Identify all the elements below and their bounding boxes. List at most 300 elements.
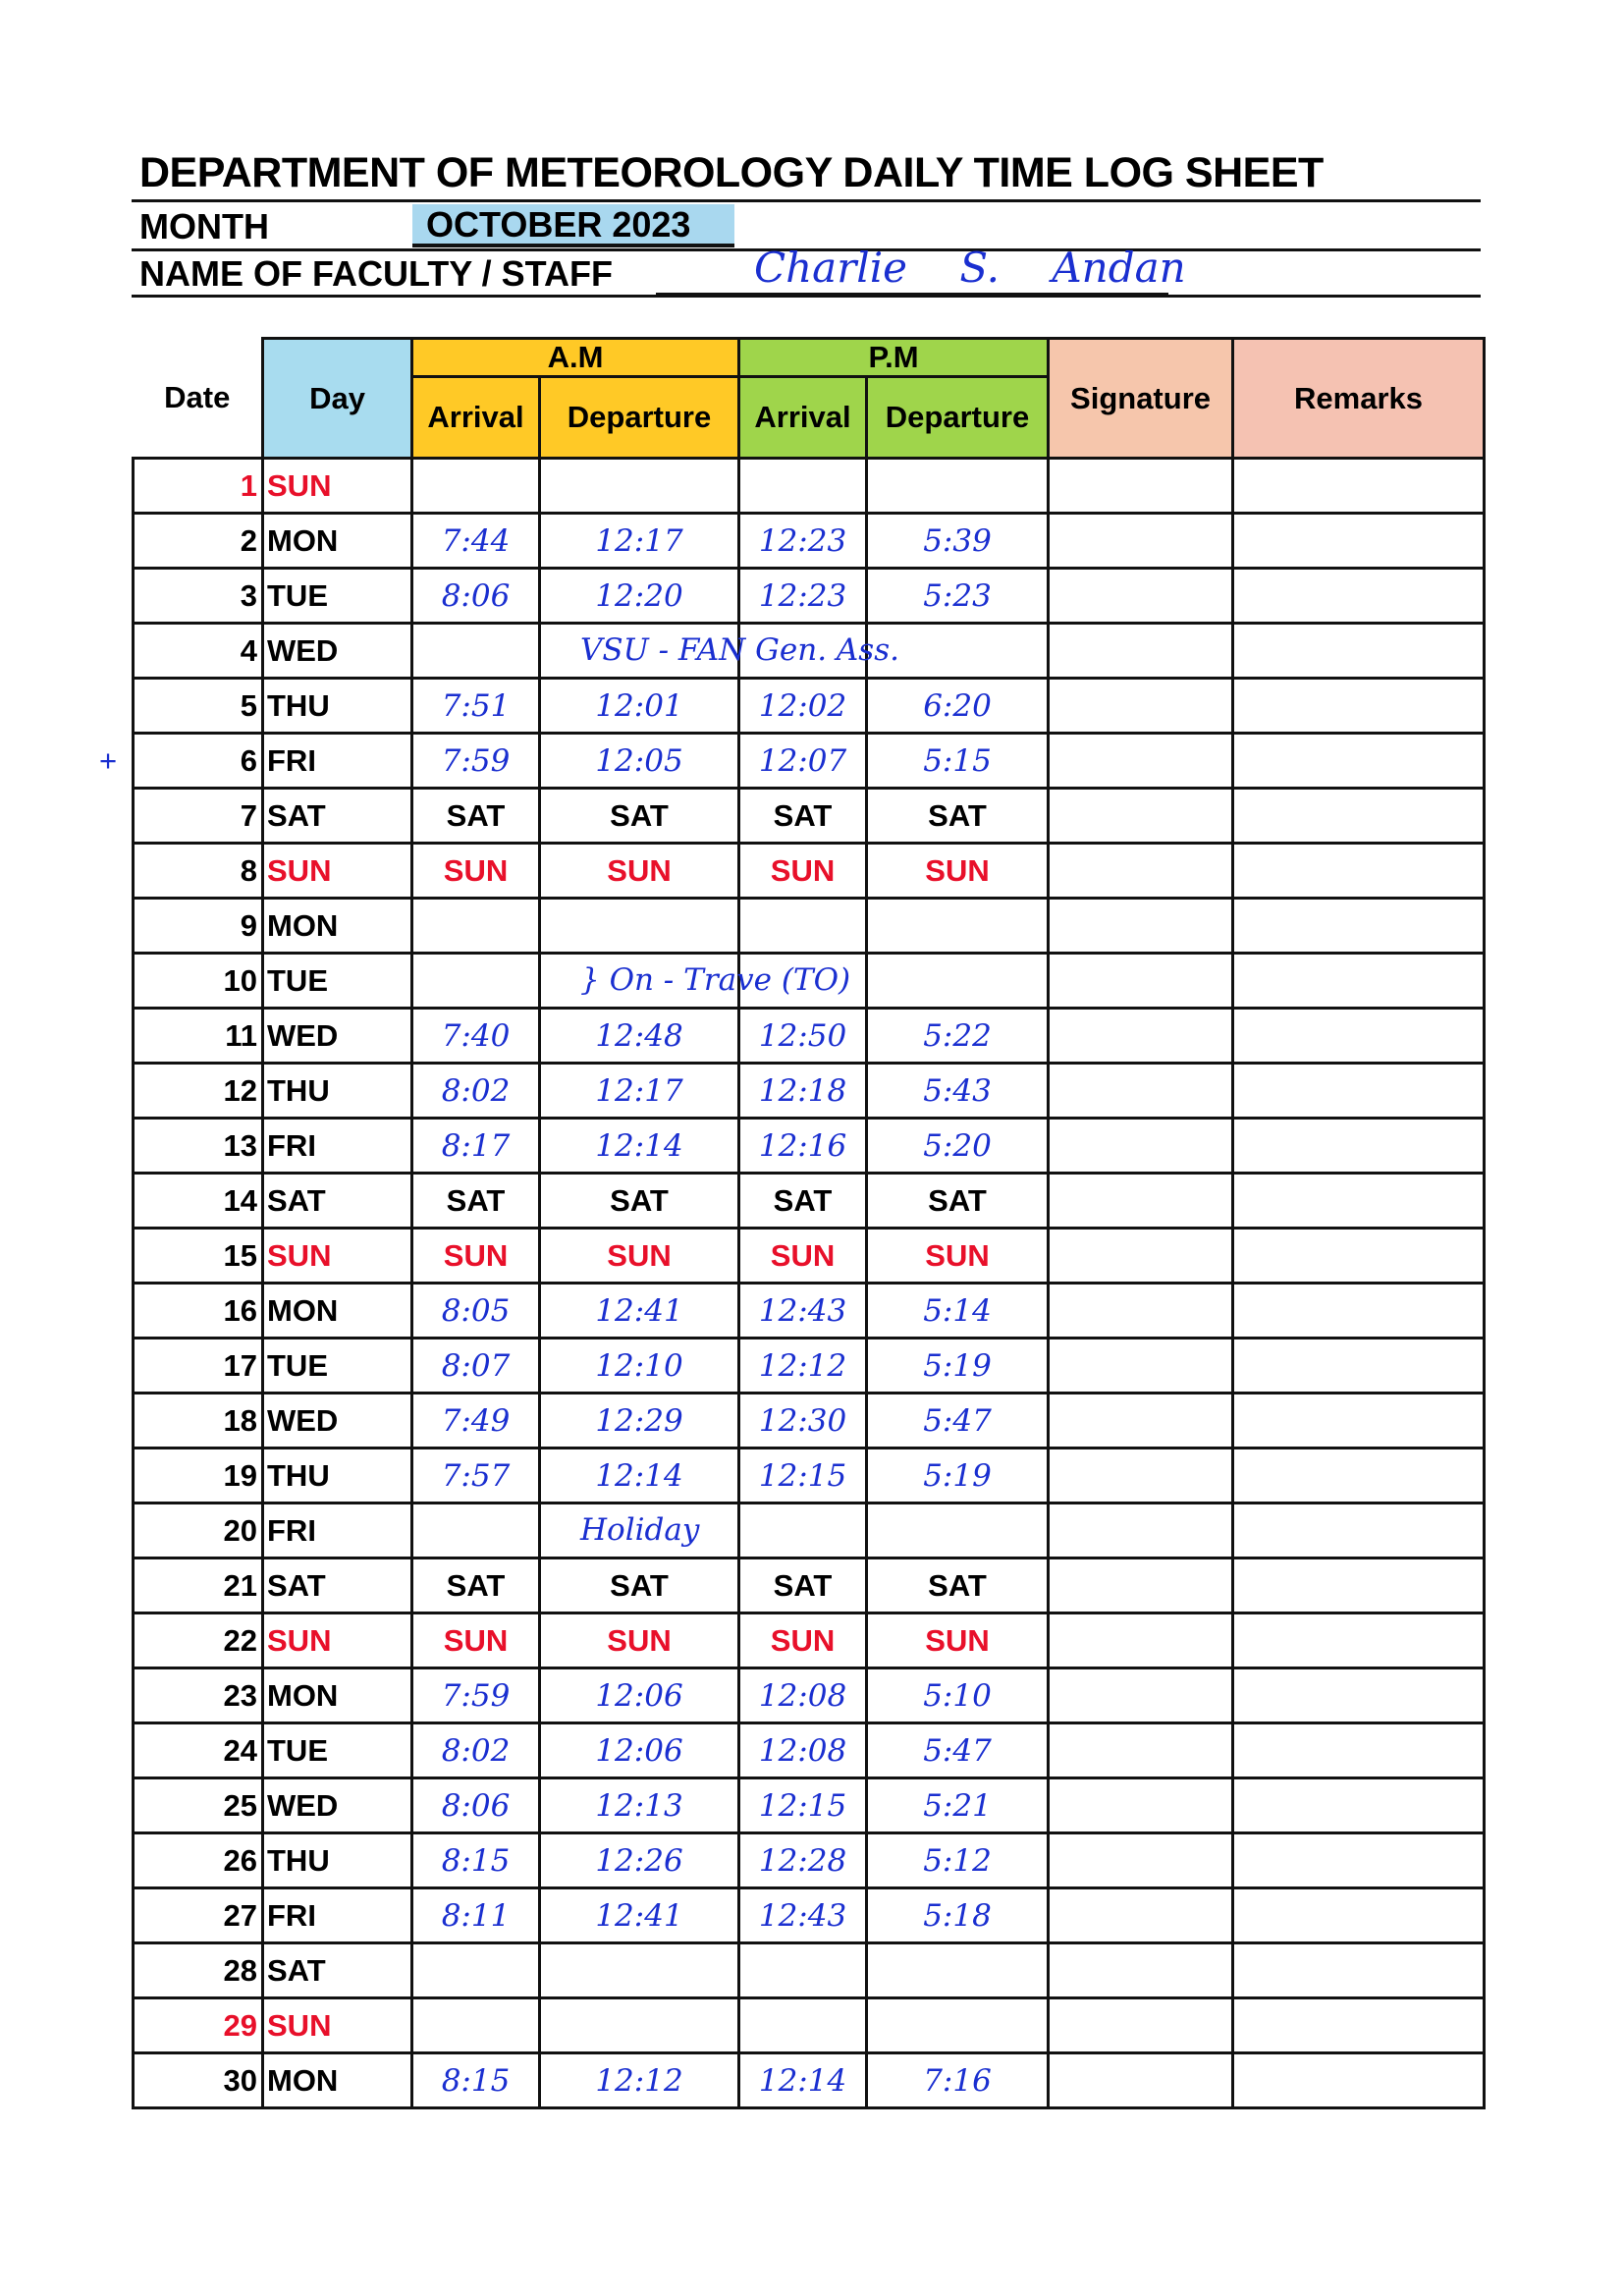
table-row	[134, 1833, 1485, 1888]
pm-arrival-cell[interactable]	[739, 1229, 867, 1284]
am-arrival-cell[interactable]	[412, 679, 540, 734]
remarks-cell[interactable]	[1233, 514, 1485, 569]
header-remarks: Remarks	[1233, 339, 1485, 459]
remarks-cell[interactable]	[1233, 1998, 1485, 2053]
am-departure-value: 12:14	[595, 1457, 683, 1494]
pm-departure-value: SUN	[925, 1237, 990, 1273]
date-cell	[134, 1668, 263, 1723]
signature-cell[interactable]	[1049, 1778, 1233, 1833]
signature-cell[interactable]	[1049, 1394, 1233, 1449]
remarks-cell[interactable]	[1233, 1394, 1485, 1449]
signature-cell[interactable]	[1049, 1998, 1233, 2053]
day-cell: SAT	[263, 1174, 412, 1229]
pm-departure-value: 5:10	[923, 1677, 992, 1714]
day-cell: MON	[263, 514, 412, 569]
table-row	[134, 1668, 1485, 1723]
header-am-departure: Departure	[540, 377, 739, 459]
date-number: 15	[223, 1237, 257, 1273]
date-number: 29	[223, 2007, 257, 2043]
remarks-cell[interactable]	[1233, 2053, 1485, 2108]
pm-departure-cell[interactable]	[867, 1339, 1049, 1394]
signature-cell[interactable]	[1049, 1723, 1233, 1778]
signature-cell[interactable]	[1049, 734, 1233, 789]
table-row	[134, 734, 1485, 789]
am-departure-cell[interactable]	[540, 899, 739, 954]
date-number: 8	[240, 852, 257, 888]
am-departure-cell[interactable]	[540, 1503, 739, 1558]
signature-cell[interactable]	[1049, 624, 1233, 679]
table-row	[134, 624, 1485, 679]
date-cell	[134, 1064, 263, 1119]
am-arrival-value: 7:49	[441, 1402, 511, 1439]
am-arrival-cell[interactable]	[412, 789, 540, 844]
pm-departure-cell[interactable]	[867, 1119, 1049, 1174]
am-departure-value: 12:12	[595, 2062, 683, 2099]
pm-arrival-value: 12:02	[758, 687, 847, 724]
am-departure-value: 12:01	[595, 687, 683, 724]
handwritten-note: } On - Trave (TO)	[580, 962, 851, 998]
table-row	[134, 1009, 1485, 1064]
remarks-cell[interactable]	[1233, 569, 1485, 624]
pm-departure-value: 5:47	[923, 1402, 992, 1439]
am-departure-cell[interactable]	[540, 1613, 739, 1668]
pm-arrival-cell[interactable]	[739, 679, 867, 734]
signature-cell[interactable]	[1049, 1174, 1233, 1229]
am-arrival-cell[interactable]	[412, 1723, 540, 1778]
pm-arrival-value: 12:18	[758, 1072, 847, 1109]
pm-departure-cell[interactable]	[867, 1613, 1049, 1668]
am-departure-cell[interactable]	[540, 569, 739, 624]
table-row	[134, 1119, 1485, 1174]
am-arrival-value: 8:06	[441, 1787, 511, 1824]
signature-cell[interactable]	[1049, 569, 1233, 624]
table-row	[134, 1558, 1485, 1613]
day-cell: WED	[263, 1394, 412, 1449]
am-departure-cell[interactable]	[540, 954, 851, 1009]
am-departure-cell[interactable]	[540, 1833, 739, 1888]
pm-departure-cell[interactable]	[867, 1229, 1049, 1284]
am-arrival-cell[interactable]	[412, 1668, 540, 1723]
am-arrival-cell[interactable]	[412, 1229, 540, 1284]
am-arrival-value: 7:59	[441, 1677, 511, 1714]
am-departure-cell[interactable]	[540, 1394, 739, 1449]
pm-departure-value: 5:19	[923, 1457, 992, 1494]
am-departure-cell[interactable]	[540, 1009, 739, 1064]
remarks-cell[interactable]	[1233, 734, 1485, 789]
date-number: 14	[223, 1182, 257, 1218]
day-cell: SAT	[263, 789, 412, 844]
pm-departure-cell[interactable]	[867, 954, 1049, 1009]
am-departure-value: 12:06	[595, 1732, 683, 1769]
am-departure-value: 12:14	[595, 1127, 683, 1164]
pm-arrival-cell[interactable]	[739, 1558, 867, 1613]
pm-arrival-cell[interactable]	[739, 1888, 867, 1943]
pm-departure-cell[interactable]	[867, 899, 1049, 954]
table-row	[134, 1503, 1485, 1558]
signature-cell[interactable]	[1049, 1229, 1233, 1284]
pm-arrival-cell[interactable]	[739, 1503, 867, 1558]
table-row	[134, 1229, 1485, 1284]
remarks-cell[interactable]	[1233, 1723, 1485, 1778]
am-departure-cell[interactable]	[540, 2053, 739, 2108]
am-arrival-cell[interactable]	[412, 1888, 540, 1943]
am-arrival-cell[interactable]	[412, 1998, 540, 2053]
am-arrival-cell[interactable]	[412, 1778, 540, 1833]
pm-departure-cell[interactable]	[867, 459, 1049, 514]
day-cell: THU	[263, 1833, 412, 1888]
am-arrival-cell[interactable]	[412, 1174, 540, 1229]
pm-departure-cell[interactable]	[867, 1284, 1049, 1339]
am-arrival-cell[interactable]	[412, 734, 540, 789]
signature-cell[interactable]	[1049, 1888, 1233, 1943]
handwritten-mark: +	[99, 742, 118, 778]
handwritten-note: VSU - FAN Gen. Ass.	[580, 632, 899, 668]
remarks-cell[interactable]	[1233, 789, 1485, 844]
am-departure-cell[interactable]	[540, 1339, 739, 1394]
am-departure-cell[interactable]	[540, 789, 739, 844]
pm-departure-cell[interactable]	[867, 1723, 1049, 1778]
day-cell: SAT	[263, 1558, 412, 1613]
pm-departure-cell[interactable]	[867, 844, 1049, 899]
signature-cell[interactable]	[1049, 1613, 1233, 1668]
day-cell: MON	[263, 2053, 412, 2108]
am-departure-value: SAT	[610, 1567, 669, 1603]
pm-departure-cell[interactable]	[867, 514, 1049, 569]
am-departure-cell[interactable]	[540, 1449, 739, 1503]
date-cell	[134, 1449, 263, 1503]
am-departure-value: SUN	[607, 1237, 672, 1273]
remarks-cell[interactable]	[1233, 679, 1485, 734]
signature-cell[interactable]	[1049, 1943, 1233, 1998]
pm-departure-cell[interactable]	[867, 1394, 1049, 1449]
month-value: OCTOBER 2023	[412, 204, 734, 247]
signature-cell[interactable]	[1049, 1668, 1233, 1723]
pm-arrival-value: 12:30	[758, 1402, 847, 1439]
am-departure-value: SAT	[610, 797, 669, 833]
table-row	[134, 1943, 1485, 1998]
am-arrival-cell[interactable]	[412, 1613, 540, 1668]
time-log-table	[99, 337, 1486, 2109]
am-departure-cell[interactable]	[540, 1229, 739, 1284]
pm-departure-cell[interactable]	[867, 1558, 1049, 1613]
remarks-cell[interactable]	[1233, 1778, 1485, 1833]
pm-arrival-value: 12:43	[758, 1292, 847, 1329]
pm-departure-cell[interactable]	[867, 1009, 1049, 1064]
date-number: 20	[223, 1512, 257, 1548]
signature-cell[interactable]	[1049, 1284, 1233, 1339]
date-number: 2	[240, 522, 257, 558]
pm-departure-cell[interactable]	[867, 1888, 1049, 1943]
am-arrival-cell[interactable]	[412, 954, 540, 1009]
am-departure-cell[interactable]	[540, 1064, 739, 1119]
am-departure-value: 12:48	[595, 1017, 683, 1054]
remarks-cell[interactable]	[1233, 1009, 1485, 1064]
day-cell: TUE	[263, 569, 412, 624]
header-am-arrival: Arrival	[412, 377, 540, 459]
day-cell: WED	[263, 1778, 412, 1833]
pm-arrival-cell[interactable]	[739, 1723, 867, 1778]
am-arrival-value: 7:57	[441, 1457, 511, 1494]
am-arrival-value: 8:15	[441, 2062, 511, 2099]
am-arrival-value: 8:02	[441, 1072, 511, 1109]
am-arrival-cell[interactable]	[412, 1503, 540, 1558]
pm-departure-cell[interactable]	[867, 2053, 1049, 2108]
am-departure-cell[interactable]	[540, 1723, 739, 1778]
pm-departure-value: 5:19	[923, 1347, 992, 1384]
signature-cell[interactable]	[1049, 1119, 1233, 1174]
am-arrival-value: SUN	[443, 1237, 509, 1273]
remarks-cell[interactable]	[1233, 1888, 1485, 1943]
am-arrival-cell[interactable]	[412, 459, 540, 514]
am-departure-cell[interactable]	[540, 1998, 739, 2053]
pm-departure-value: SAT	[928, 1567, 987, 1603]
pm-departure-cell[interactable]	[867, 679, 1049, 734]
am-arrival-value: SAT	[446, 797, 506, 833]
pm-arrival-cell[interactable]	[739, 1174, 867, 1229]
pm-arrival-cell[interactable]	[739, 1943, 867, 1998]
date-cell	[134, 624, 263, 679]
handwritten-note: Holiday	[580, 1512, 700, 1548]
day-cell: TUE	[263, 954, 412, 1009]
pm-departure-cell[interactable]	[867, 1778, 1049, 1833]
am-arrival-value: 7:40	[441, 1017, 511, 1054]
table-row	[134, 2053, 1485, 2108]
pm-arrival-cell[interactable]	[739, 1009, 867, 1064]
am-departure-cell[interactable]	[540, 844, 739, 899]
pm-arrival-value: 12:07	[758, 742, 847, 779]
signature-cell[interactable]	[1049, 459, 1233, 514]
am-departure-cell[interactable]	[540, 459, 739, 514]
header-date: Date	[134, 339, 263, 459]
pm-arrival-cell[interactable]	[739, 1778, 867, 1833]
remarks-cell[interactable]	[1233, 1943, 1485, 1998]
am-departure-cell[interactable]	[540, 514, 739, 569]
signature-cell[interactable]	[1049, 1558, 1233, 1613]
pm-arrival-cell[interactable]	[739, 1394, 867, 1449]
am-departure-cell[interactable]	[540, 1174, 739, 1229]
pm-departure-cell[interactable]	[867, 1668, 1049, 1723]
pm-arrival-cell[interactable]	[739, 844, 867, 899]
signature-cell[interactable]	[1049, 1009, 1233, 1064]
signature-cell[interactable]	[1049, 1064, 1233, 1119]
pm-arrival-value: 12:08	[758, 1677, 847, 1714]
date-number: 28	[223, 1952, 257, 1988]
date-cell	[134, 954, 263, 1009]
date-cell	[134, 1943, 263, 1998]
signature-cell[interactable]	[1049, 2053, 1233, 2108]
am-departure-cell[interactable]	[540, 1558, 739, 1613]
am-departure-cell[interactable]	[540, 1668, 739, 1723]
pm-departure-cell[interactable]	[867, 1833, 1049, 1888]
am-arrival-cell[interactable]	[412, 1449, 540, 1503]
am-departure-cell[interactable]	[540, 1943, 739, 1998]
pm-departure-value: 5:43	[923, 1072, 992, 1109]
am-arrival-value: 8:05	[441, 1292, 511, 1329]
pm-arrival-cell[interactable]	[739, 1119, 867, 1174]
signature-cell[interactable]	[1049, 1339, 1233, 1394]
pm-arrival-cell[interactable]	[739, 1339, 867, 1394]
remarks-cell[interactable]	[1233, 1229, 1485, 1284]
date-number: 17	[223, 1347, 257, 1383]
remarks-cell[interactable]	[1233, 1503, 1485, 1558]
am-departure-cell[interactable]	[540, 1119, 739, 1174]
am-arrival-cell[interactable]	[412, 1339, 540, 1394]
header-signature: Signature	[1049, 339, 1233, 459]
pm-arrival-cell[interactable]	[739, 514, 867, 569]
pm-arrival-cell[interactable]	[739, 1998, 867, 2053]
am-arrival-cell[interactable]	[412, 1833, 540, 1888]
pm-arrival-cell[interactable]	[739, 734, 867, 789]
day-cell: SUN	[263, 844, 412, 899]
pm-departure-value: 6:20	[923, 687, 992, 724]
date-cell	[134, 1778, 263, 1833]
remarks-cell[interactable]	[1233, 1174, 1485, 1229]
pm-arrival-cell[interactable]	[739, 899, 867, 954]
date-cell	[134, 679, 263, 734]
date-number: 6	[240, 742, 257, 778]
date-number: 30	[223, 2062, 257, 2098]
am-arrival-cell[interactable]	[412, 624, 540, 679]
day-cell: FRI	[263, 734, 412, 789]
pm-departure-value: 5:39	[923, 522, 992, 559]
remarks-cell[interactable]	[1233, 1339, 1485, 1394]
date-number: 22	[223, 1622, 257, 1658]
table-row	[134, 899, 1485, 954]
pm-arrival-cell[interactable]	[739, 1284, 867, 1339]
pm-arrival-value: 12:23	[758, 522, 847, 559]
signature-cell[interactable]	[1049, 1503, 1233, 1558]
remarks-cell[interactable]	[1233, 1119, 1485, 1174]
pm-departure-cell[interactable]	[867, 1998, 1049, 2053]
am-arrival-cell[interactable]	[412, 514, 540, 569]
pm-departure-cell[interactable]	[867, 569, 1049, 624]
am-departure-cell[interactable]	[540, 1284, 739, 1339]
signature-cell[interactable]	[1049, 844, 1233, 899]
am-arrival-cell[interactable]	[412, 1394, 540, 1449]
pm-departure-cell[interactable]	[867, 734, 1049, 789]
table-row	[134, 1723, 1485, 1778]
pm-arrival-cell[interactable]	[739, 1613, 867, 1668]
date-cell	[134, 1998, 263, 2053]
am-departure-cell[interactable]	[540, 624, 899, 679]
signature-cell[interactable]	[1049, 514, 1233, 569]
am-arrival-value: 8:06	[441, 577, 511, 614]
date-number: 19	[223, 1457, 257, 1493]
pm-departure-cell[interactable]	[867, 1503, 1049, 1558]
am-departure-cell[interactable]	[540, 1778, 739, 1833]
am-departure-cell[interactable]	[540, 734, 739, 789]
remarks-cell[interactable]	[1233, 899, 1485, 954]
pm-arrival-value: SUN	[770, 852, 836, 888]
signature-cell[interactable]	[1049, 954, 1233, 1009]
date-cell	[134, 1888, 263, 1943]
pm-departure-cell[interactable]	[867, 1943, 1049, 1998]
am-arrival-cell[interactable]	[412, 899, 540, 954]
table-row	[134, 789, 1485, 844]
pm-arrival-cell[interactable]	[739, 459, 867, 514]
signature-cell[interactable]	[1049, 1449, 1233, 1503]
table-row	[134, 569, 1485, 624]
pm-departure-cell[interactable]	[867, 789, 1049, 844]
pm-departure-value: 5:18	[923, 1897, 992, 1934]
pm-departure-cell[interactable]	[867, 1174, 1049, 1229]
signature-cell[interactable]	[1049, 679, 1233, 734]
remarks-cell[interactable]	[1233, 459, 1485, 514]
am-arrival-cell[interactable]	[412, 1119, 540, 1174]
am-arrival-cell[interactable]	[412, 1943, 540, 1998]
date-cell	[134, 1613, 263, 1668]
am-arrival-cell[interactable]	[412, 569, 540, 624]
am-arrival-cell[interactable]	[412, 1284, 540, 1339]
signature-cell[interactable]	[1049, 789, 1233, 844]
signature-cell[interactable]	[1049, 1833, 1233, 1888]
remarks-cell[interactable]	[1233, 1668, 1485, 1723]
day-cell: THU	[263, 679, 412, 734]
pm-arrival-cell[interactable]	[739, 1833, 867, 1888]
name-label: NAME OF FACULTY / STAFF	[139, 253, 613, 294]
remarks-cell[interactable]	[1233, 844, 1485, 899]
table-row	[134, 1284, 1485, 1339]
pm-departure-cell[interactable]	[867, 1449, 1049, 1503]
am-arrival-value: 8:15	[441, 1842, 511, 1879]
table-row	[134, 1449, 1485, 1503]
pm-arrival-value: 12:15	[758, 1787, 847, 1824]
am-arrival-cell[interactable]	[412, 1558, 540, 1613]
am-departure-cell[interactable]	[540, 679, 739, 734]
pm-arrival-cell[interactable]	[739, 2053, 867, 2108]
table-row	[134, 679, 1485, 734]
remarks-cell[interactable]	[1233, 1613, 1485, 1668]
am-departure-cell[interactable]	[540, 1888, 739, 1943]
remarks-cell[interactable]	[1233, 624, 1485, 679]
pm-arrival-cell[interactable]	[739, 1064, 867, 1119]
pm-arrival-cell[interactable]	[739, 1449, 867, 1503]
am-arrival-value: SAT	[446, 1567, 506, 1603]
pm-departure-cell[interactable]	[867, 1064, 1049, 1119]
date-cell	[134, 1558, 263, 1613]
am-arrival-cell[interactable]	[412, 2053, 540, 2108]
am-departure-value: SAT	[610, 1182, 669, 1218]
date-number: 5	[240, 687, 257, 723]
remarks-cell[interactable]	[1233, 1833, 1485, 1888]
pm-arrival-value: 12:15	[758, 1457, 847, 1494]
am-arrival-cell[interactable]	[412, 1009, 540, 1064]
remarks-cell[interactable]	[1233, 1558, 1485, 1613]
pm-arrival-cell[interactable]	[739, 1668, 867, 1723]
am-arrival-cell[interactable]	[412, 844, 540, 899]
date-number: 21	[223, 1567, 257, 1603]
table-row	[134, 954, 1485, 1009]
day-cell: THU	[263, 1449, 412, 1503]
pm-arrival-value: 12:43	[758, 1897, 847, 1934]
remarks-cell[interactable]	[1233, 954, 1485, 1009]
remarks-cell[interactable]	[1233, 1064, 1485, 1119]
am-arrival-cell[interactable]	[412, 1064, 540, 1119]
pm-arrival-value: SUN	[770, 1237, 836, 1273]
pm-departure-value: SAT	[928, 797, 987, 833]
am-arrival-value: 8:07	[441, 1347, 511, 1384]
am-departure-value: 12:05	[595, 742, 683, 779]
pm-arrival-cell[interactable]	[739, 569, 867, 624]
month-label: MONTH	[139, 206, 269, 246]
remarks-cell[interactable]	[1233, 1284, 1485, 1339]
am-departure-value: 12:17	[595, 522, 683, 559]
remarks-cell[interactable]	[1233, 1449, 1485, 1503]
pm-arrival-cell[interactable]	[739, 789, 867, 844]
date-cell	[134, 569, 263, 624]
pm-departure-value: 5:47	[923, 1732, 992, 1769]
signature-cell[interactable]	[1049, 899, 1233, 954]
